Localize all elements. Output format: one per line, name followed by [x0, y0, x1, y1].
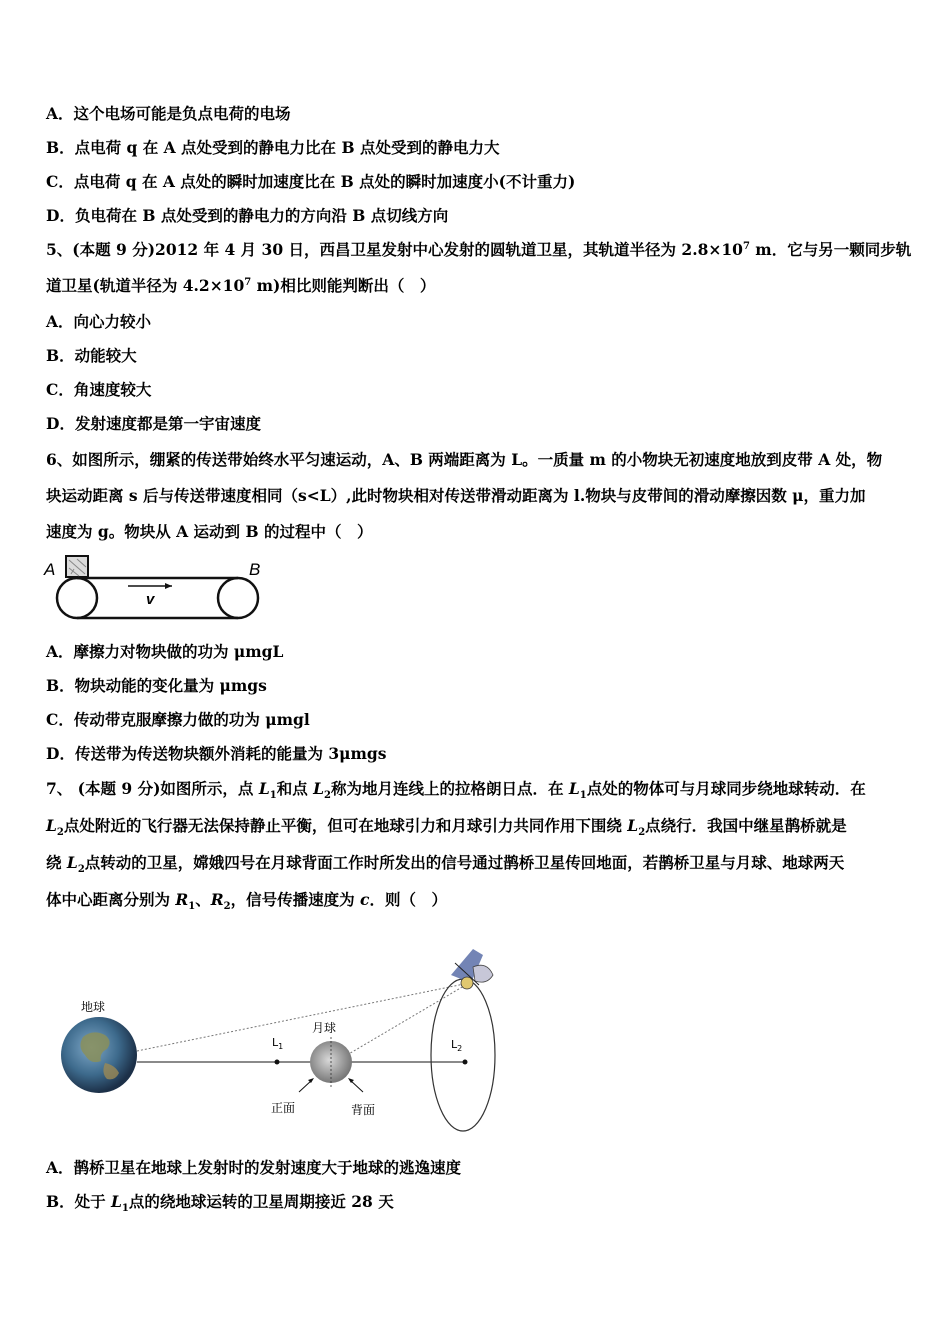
- l2-label: $L_2$: [451, 1038, 463, 1053]
- q4-option-d: D．负电荷在 B 点处受到的静电力的方向沿 B 点切线方向: [46, 206, 449, 225]
- conveyor-label-b: B: [249, 560, 261, 579]
- q5-stem-line2: 道卫星(轨道半径为 $4.2\times 10^7$ m)相比则能判断出（ ）: [46, 276, 436, 295]
- earth-label: 地球: [81, 1000, 106, 1014]
- right-pulley: [218, 578, 258, 618]
- lagrange-point-diagram: [55, 945, 515, 1140]
- q5-stem-line1: 5、(本题 9 分)2012 年 4 月 30 日，西昌卫星发射中心发射的圆轨道卫星，其轨道半径为 $2.8\times 10^7$ m．它与另一颗同步轨: [46, 240, 912, 259]
- q7-option-b: B．处于 $L_1$点的绕地球运转的卫星周期接近 28 天: [46, 1192, 394, 1215]
- q6-stem-line2: 块运动距离 s 后与传送带速度相同（s<L）,此时物块相对传送带滑动距离为 l.物块与皮带间的滑动摩擦因数 μ，重力加: [46, 486, 866, 505]
- q6-stem-line1: 6、如图所示，绷紧的传送带始终水平匀速运动，A、B 两端距离为 L。一质量 m 的小物块无初速度地放到皮带 A 处，物: [46, 450, 883, 469]
- q7-stem-line3: 绕 $L_2$点转动的卫星，嫦娥四号在月球背面工作时所发出的信号通过鹊桥卫星传回地面，若鹊桥卫星与月球、地球两天: [46, 853, 845, 876]
- q5-option-c: C．角速度较大: [46, 380, 152, 399]
- l1-label: $L_1$: [272, 1036, 284, 1051]
- l2-point: [463, 1060, 468, 1065]
- q7-stem-line4: 体中心距离分别为 $R_1$、$R_2$，信号传播速度为 c．则（ ）: [46, 890, 448, 913]
- q6-option-d: D．传送带为传送物块额外消耗的能量为 3μmgs: [46, 744, 387, 763]
- q4-option-c: C．点电荷 q 在 A 点处的瞬时加速度比在 B 点处的瞬时加速度小(不计重力): [46, 172, 576, 191]
- q4-option-b: B．点电荷 q 在 A 点处受到的静电力比在 B 点处受到的静电力大: [46, 138, 500, 157]
- q7-stem-line1: 7、 (本题 9 分)如图所示，点 $L_1$和点 $L_2$称为地月连线上的拉格朗日点．在 $L_1$点处的物体可与月球同步绕地球转动．在: [46, 779, 866, 802]
- q6-option-b: B．物块动能的变化量为 μmgs: [46, 676, 267, 695]
- q6-stem-line3: 速度为 g。物块从 A 运动到 B 的过程中（ ）: [46, 522, 373, 541]
- relay-satellite-icon: [451, 949, 493, 989]
- left-pulley: [57, 578, 97, 618]
- l1-point: [275, 1060, 280, 1065]
- front-label: 正面: [271, 1101, 296, 1115]
- q5-option-a: A．向心力较小: [46, 312, 152, 331]
- q5-option-d: D．发射速度都是第一宇宙速度: [46, 414, 261, 433]
- q5-option-b: B．动能较大: [46, 346, 137, 365]
- back-label: 背面: [351, 1103, 376, 1117]
- q6-option-a: A．摩擦力对物块做的功为 μmgL: [46, 642, 284, 661]
- l2-halo-orbit: [431, 979, 495, 1131]
- conveyor-belt-diagram: [40, 548, 280, 628]
- moon-label: 月球: [312, 1021, 337, 1035]
- earth-relay-line: [137, 983, 469, 1051]
- q4-option-a: A．这个电场可能是负点电荷的电场: [46, 104, 291, 123]
- q6-option-c: C．传动带克服摩擦力做的功为 μmgl: [46, 710, 310, 729]
- q7-stem-line2: $L_2$点处附近的飞行器无法保持静止平衡，但可在地球引力和月球引力共同作用下围绕 $L_2$点绕行．我国中继星鹊桥就是: [46, 816, 847, 839]
- q7-option-a: A．鹊桥卫星在地球上发射时的发射速度大于地球的逃逸速度: [46, 1158, 462, 1177]
- velocity-label: v: [146, 591, 155, 608]
- conveyor-label-a: A: [44, 560, 56, 579]
